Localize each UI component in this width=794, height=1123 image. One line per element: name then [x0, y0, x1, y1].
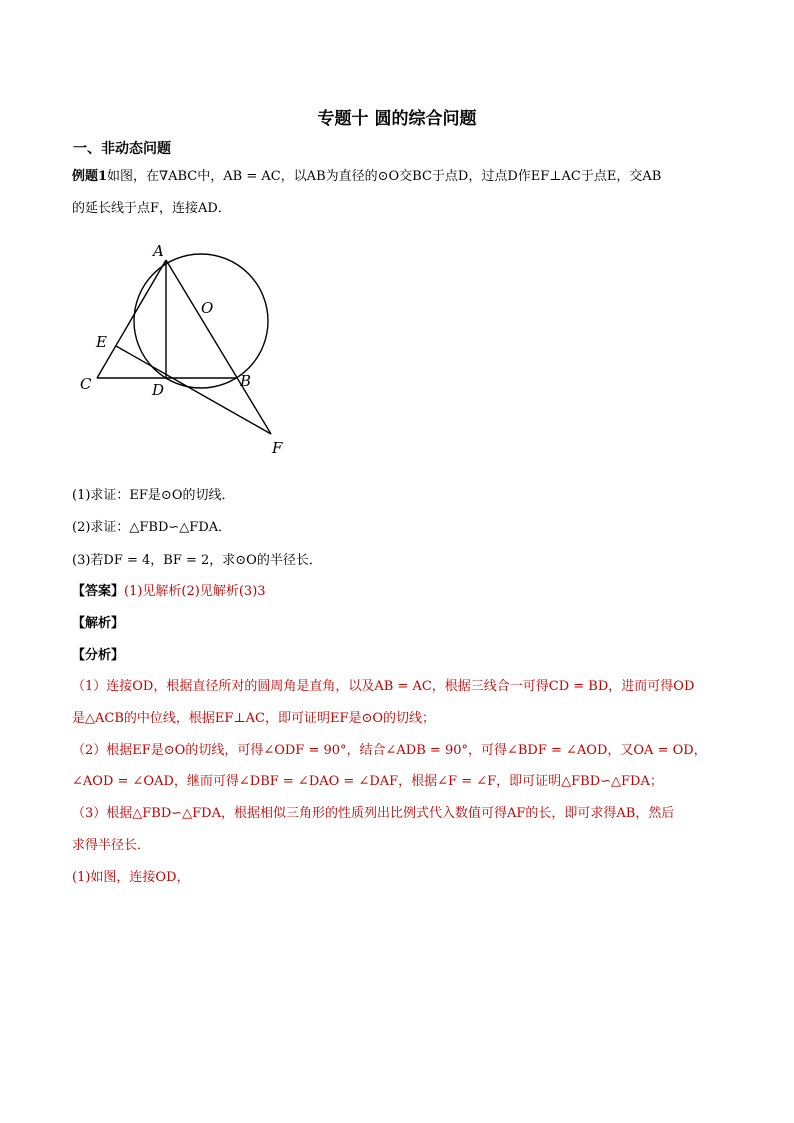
answer-line: [72, 580, 266, 599]
label-b: B: [240, 372, 252, 390]
section-heading: 一、非动态问题: [73, 141, 171, 157]
label-f: F: [272, 439, 283, 457]
question-1: (1)求证：EF是⊙O的切线．: [72, 488, 235, 503]
analysis-tag: 【解析】: [72, 616, 125, 631]
example-text-1: 如图，在∇ABC中，AB = AC，以AB为直径的⊙O交BC于点D，过点D作EF⊥AC于点E，交AB: [107, 169, 662, 184]
analysis-line-3: （2）根据EF是⊙O的切线，可得∠ODF = 90°，结合∠ADB = 90°，可得∠BDF = ∠AOD，又OA = OD，: [72, 743, 707, 758]
question-3: (3)若DF = 4，BF = 2，求⊙O的半径长．: [72, 553, 322, 568]
geometry-figure: [70, 236, 300, 466]
label-o: O: [201, 299, 214, 317]
label-a: A: [153, 242, 164, 260]
example-line-1: [72, 165, 661, 184]
analysis-line-1: （1）连接OD，根据直径所对的圆周角是直角，以及AB = AC，根据三线合一可得CD = BD，进而可得OD: [72, 679, 695, 694]
question-2: (2)求证：△FBD∽△FDA．: [72, 520, 232, 535]
solution-start: (1)如图，连接OD，: [72, 870, 190, 885]
analysis-line-6: 求得半径长．: [72, 838, 151, 853]
analysis-line-5: （3）根据△FBD∽△FDA，根据相似三角形的性质列出比例式代入数值可得AF的长，即可求得AB，然后: [72, 806, 675, 821]
answer-tag: 【答案】: [72, 584, 125, 599]
analysis-sub-tag: 【分析】: [72, 648, 125, 663]
analysis-line-2: 是△ACB的中位线，根据EF⊥AC，即可证明EF是⊙O的切线；: [72, 711, 436, 726]
segment-ab: [166, 260, 271, 434]
answer-text: (1)见解析(2)见解析(3)3: [124, 584, 266, 599]
label-d: D: [152, 381, 165, 399]
label-c: C: [80, 375, 92, 393]
segment-ac: [97, 260, 166, 378]
example-line-2: 的延长线于点F，连接AD．: [72, 201, 231, 216]
label-e: E: [96, 333, 107, 351]
page-title: 专题十 圆的综合问题: [317, 109, 477, 129]
analysis-line-4: ∠AOD = ∠OAD，继而可得∠DBF = ∠DAO = ∠DAF，根据∠F = ∠F，即可证明△FBD∽△FDA；: [72, 774, 663, 789]
segment-ef: [116, 346, 271, 434]
example-label: 例题1: [72, 169, 108, 184]
